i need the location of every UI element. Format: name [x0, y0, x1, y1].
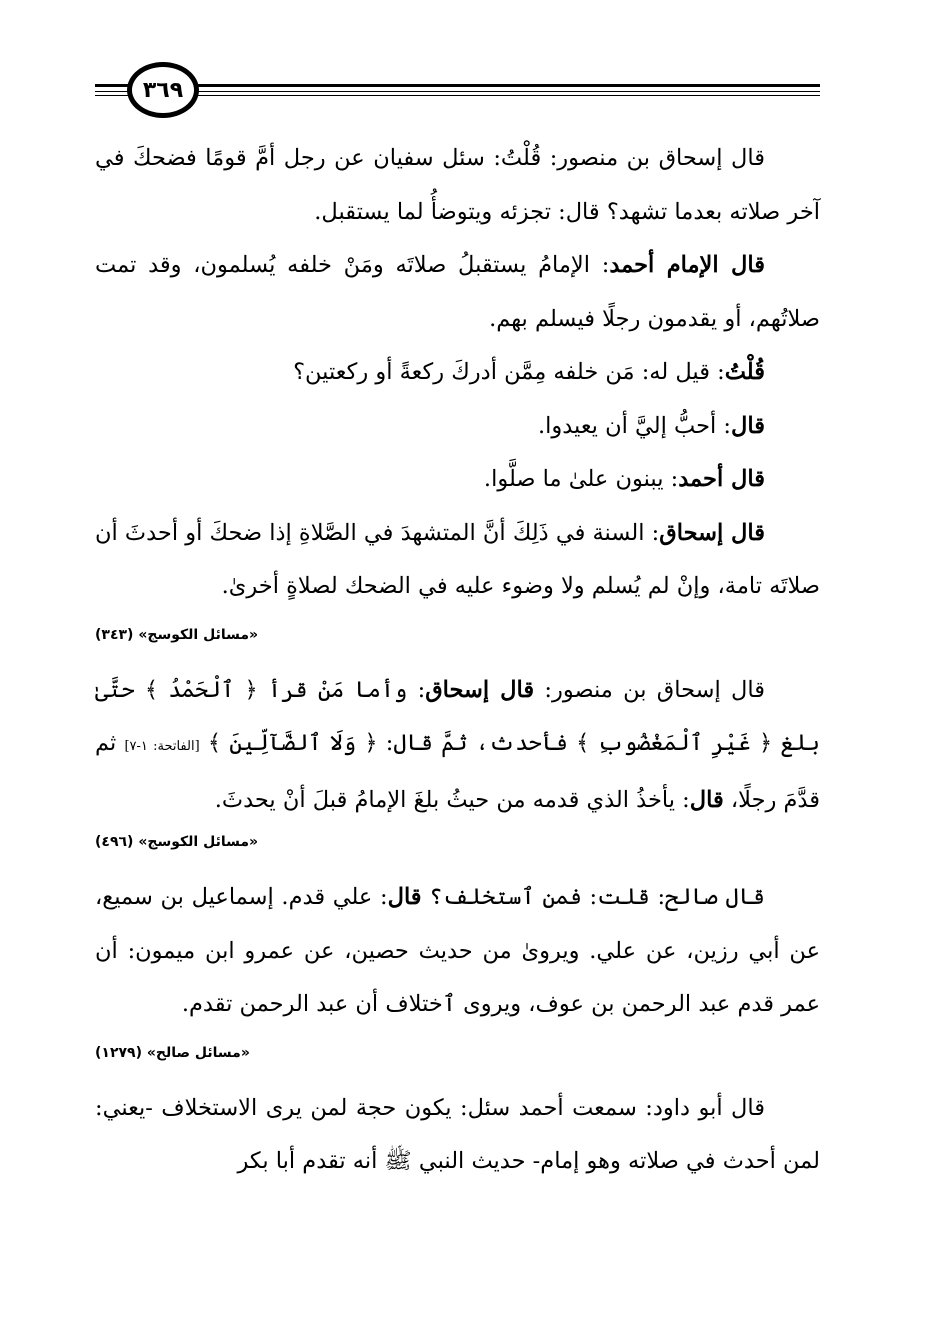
paragraph-text: قال صالح: قلت: فمن ٱستخلف؟: [421, 884, 765, 910]
paragraph-text: : يأخذُ الذي قدمه من حيثُ بلغَ الإمامُ قبلَ أنْ يحدثَ.: [214, 786, 690, 813]
header-rule-thin: [95, 91, 820, 92]
paragraph: [95, 453, 820, 507]
paragraph-text: ثم قدَّمَ رجلًا،: [95, 730, 820, 813]
paragraph-text: قال إسحاق بن منصور: قُلْتُ: سئل سفيان عن رجل أمَّ قومًا فضحكَ في آخر صلاته بعدما تشهد؟ قال: تجزئه ويتوضأُ لما يستقبل.: [95, 145, 820, 225]
paragraph-text: : علي قدم. إسماعيل بن سميع، عن أبي رزين، عن علي. ويروىٰ من حديث حصين، عن عمرو ابن ميمون: أن عمر قدم عبد الرحمن بن عوف، ويروى ٱختلاف أن عبد الرحمن تقدم.: [95, 884, 820, 1017]
paragraph: [95, 1082, 820, 1189]
speaker-label: قال: [731, 412, 765, 439]
paragraph: [95, 239, 820, 346]
speaker-label: قال أحمد: [678, 466, 765, 492]
paragraph-text: قال إسحاق بن منصور:: [534, 676, 765, 703]
paragraph-text: : يبنون علىٰ ما صلَّوا.: [483, 466, 679, 492]
paragraph: [95, 871, 820, 1032]
header-rule-thick: [95, 84, 820, 87]
paragraph-text: : وأما مَنْ قرأ ﴿ ٱلْحَمْدُ ﴾ حتَّىٰ بلغ ﴿ غَيْرِ ٱلْمَغْضُوبِ ﴾ فأحدث، ثمَّ قال: ﴿ وَلَا ٱلضَّآلِّينَ ﴾: [95, 676, 820, 756]
verse-reference: [الفاتحة: ١-٧]: [124, 739, 200, 754]
paragraph: [95, 664, 820, 828]
speaker-label: قال إسحاق: [659, 519, 766, 546]
speaker-label: قال: [689, 786, 724, 813]
paragraph: [95, 346, 820, 400]
speaker-label: قال: [387, 884, 422, 910]
source-citation: «مسائل الكوسج» (٣٤٣): [95, 626, 259, 643]
paragraph-text: : قيل له: مَن خلفه مِمَّن أدركَ ركعةً أو ركعتين؟: [293, 359, 725, 385]
paragraph-text: : السنة في ذَلِكَ أنَّ المتشهدَ في الصَّلاةِ إذا ضحكَ أو أحدثَ أن صلاتَه تامة، وإنْ لم يُسلم ولا وضوء عليه في الضحك لصلاةٍ أخرىٰ.: [95, 519, 820, 599]
source-citation: «مسائل صالح» (١٢٧٩): [95, 1044, 250, 1061]
page-number: ٣٦٩: [142, 77, 184, 103]
paragraph-text: : أحبُّ إليَّ أن يعيدوا.: [537, 412, 732, 439]
page-body: [95, 132, 820, 1189]
speaker-label: قال إسحاق: [425, 676, 535, 703]
paragraph: [95, 132, 820, 239]
header-rule-thin-2: [95, 95, 820, 96]
paragraph: [95, 507, 820, 614]
paragraph-text: : الإمامُ يستقبلُ صلاتَه ومَنْ خلفه يُسلمون، وقد تمت صلاتُهم، أو يقدمون رجلًا فيسلم بهم.: [95, 252, 820, 332]
page-number-badge: [127, 62, 199, 118]
source-citation: «مسائل الكوسج» (٤٩٦): [95, 834, 259, 850]
paragraph-text: قال أبو داود: سمعت أحمد سئل: يكون حجة لمن يرى الاستخلاف -يعني: لمن أحدث في صلاته وهو إمام- حديث النبي ﷺ أنه تقدم أبا بكر: [95, 1094, 820, 1174]
page-header: [95, 62, 820, 122]
speaker-label: قال الإمام أحمد: [609, 252, 765, 278]
paragraph: [95, 400, 820, 454]
speaker-label: قُلْتُ: [724, 359, 765, 385]
